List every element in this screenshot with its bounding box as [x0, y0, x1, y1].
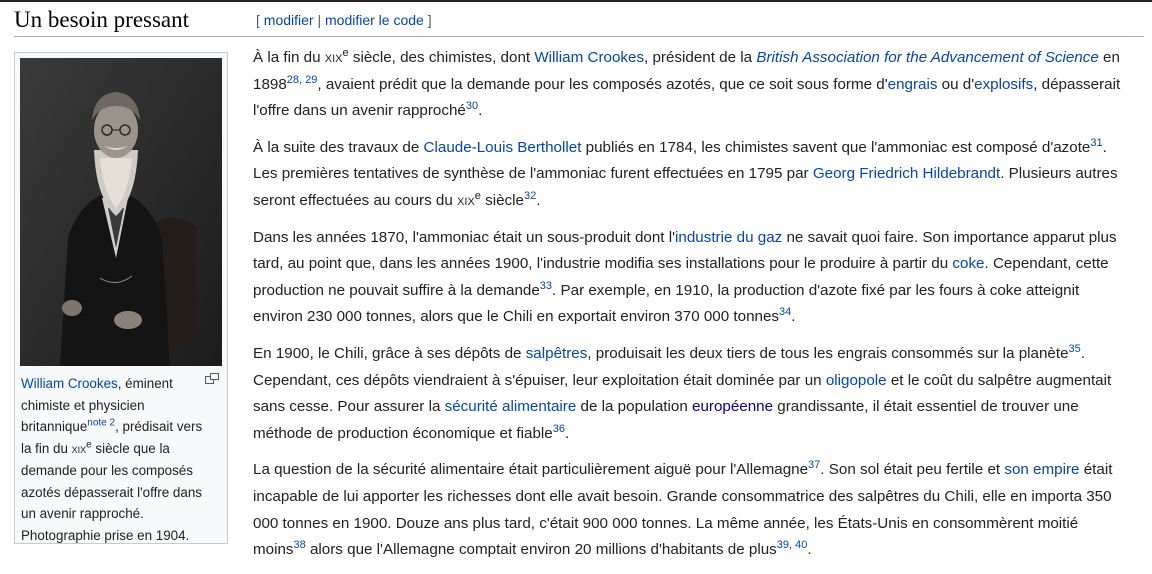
text: . Les premières tentatives de synthèse de l'ammoniac furent effectuées en 1795 par [253, 138, 1107, 183]
ref-28-29[interactable]: 28, 29 [286, 73, 318, 86]
text: et le coût du salpêtre augmentait sans cesse. Pour assurer la [253, 371, 1112, 416]
text: Dans les années 1870, l'ammoniac était un sous-produit dont l' [253, 228, 676, 246]
century-sup: e [342, 46, 349, 59]
caption-text-2: , prédisait vers la fin du [21, 419, 203, 457]
ref-30[interactable]: 30 [465, 100, 479, 113]
text: était incapable de lui apporter les richesses dont elle avait besoin. Grande consommatrice des salpêtres du Chili, elle en importa 350 000 tonnes en 1900. Douze ans plus tard, c'était 900 000 tonnes. La même année, les États-Unis en consommèrent moitié moins [253, 461, 1113, 559]
edit-separator: | [317, 12, 322, 28]
ref-39-40[interactable]: 39, 40 [776, 539, 808, 552]
text: . [478, 102, 483, 120]
text: en 1898 [253, 49, 1120, 93]
link-industrie-du-gaz[interactable]: industrie du gaz [675, 228, 783, 246]
edit-link[interactable]: modifier [263, 12, 314, 28]
text: . [807, 541, 812, 559]
link-explosifs[interactable]: explosifs [974, 75, 1034, 93]
text: La question de la sécurité alimentaire était particulièrement aiguë pour l'Allemagne [253, 461, 809, 479]
text: En 1900, le Chili, grâce à ses dépôts de [253, 344, 526, 362]
text: À la suite des travaux de [253, 138, 424, 156]
link-engrais[interactable]: engrais [887, 75, 938, 93]
link-coke[interactable]: coke [952, 255, 985, 273]
text: . [791, 308, 796, 326]
ref-38[interactable]: 38 [293, 539, 306, 552]
paragraph-5 [253, 457, 1133, 563]
paragraph-3 [253, 225, 1133, 331]
text: siècle, des chimistes, dont [348, 49, 535, 66]
text: . Cependant, cette production ne pouvait suffire à la demande [253, 255, 1109, 299]
text: . [565, 424, 570, 442]
top-border [0, 0, 1152, 2]
note-2-ref[interactable]: note 2 [87, 417, 116, 429]
ref-31[interactable]: 31 [1090, 136, 1103, 149]
link-berthollet[interactable]: Claude-Louis Berthollet [423, 138, 582, 156]
figure-caption [21, 373, 211, 547]
link-hildebrandt[interactable]: Georg Friedrich Hildebrandt [812, 165, 1001, 183]
crookes-photo[interactable] [20, 58, 222, 366]
century-text: xix [457, 191, 475, 209]
text: de la population [576, 398, 692, 416]
text: . Son sol était peu fertile et [820, 461, 1005, 479]
link-europeenne[interactable]: européenne [692, 398, 774, 416]
paragraph-4 [253, 341, 1133, 447]
text: publiés en 1784, les chimistes savent que l'ammoniac est composé d'azote [581, 138, 1091, 156]
caption-century-sup: e [86, 439, 92, 451]
section-heading [14, 6, 1144, 37]
link-son-empire[interactable]: son empire [1004, 461, 1080, 479]
century-sup: e [474, 189, 481, 202]
text: alors que l'Allemagne comptait environ 20 millions d'habitants de plus [305, 541, 777, 559]
ref-36[interactable]: 36 [552, 422, 565, 435]
link-securite-alimentaire[interactable]: sécurité alimentaire [444, 398, 577, 416]
text: . Cependant, ces dépôts viendraient à s'épuiser, leur exploitation était dominée par un [253, 344, 1086, 389]
caption-text-3: siècle que la demande pour les composés azotés dépasserait l'offre dans un avenir rapproché. Photographie prise en 1904. [21, 441, 202, 543]
text: grandissante, il était essentiel de trouver une méthode de production économique et fiable [253, 398, 1079, 442]
ref-32[interactable]: 32 [523, 189, 537, 202]
portrait-image [20, 58, 222, 366]
link-oligopole[interactable]: oligopole [825, 371, 887, 389]
caption-crookes-link[interactable]: William Crookes [21, 376, 118, 391]
bracket-close: ] [427, 12, 432, 28]
text: , dépasserait l'offre dans un avenir rapproché [253, 75, 1121, 120]
century-text: xix [324, 49, 343, 66]
text: , président de la [644, 49, 757, 66]
text: . [536, 191, 541, 209]
paragraph-1 [253, 45, 1133, 125]
ref-35[interactable]: 35 [1068, 342, 1081, 355]
edit-section-links [256, 12, 432, 28]
link-british-association[interactable]: British Association for the Advancement of Science [756, 49, 1099, 66]
article-body [253, 45, 1133, 574]
link-salpetres[interactable]: salpêtres [525, 344, 588, 362]
ref-37[interactable]: 37 [808, 459, 821, 472]
text: , produisait les deux tiers de tous les engrais consommés sur la planète [587, 344, 1069, 362]
link-william-crookes[interactable]: William Crookes [534, 49, 645, 66]
edit-code-link[interactable]: modifier le code [325, 12, 424, 28]
caption-century: xix [71, 441, 87, 457]
text: ne savait quoi faire. Son importance apparut plus tard, au point que, dans les années 1900, l'industrie modifia ses installations pour le produire à partir du [253, 228, 1117, 273]
ref-33[interactable]: 33 [539, 279, 553, 292]
text: À la fin du [253, 49, 325, 66]
text: ou d' [937, 75, 975, 93]
ref-34[interactable]: 34 [779, 306, 792, 319]
text: siècle [480, 191, 524, 209]
bracket-open: [ [256, 12, 260, 28]
text: , avaient prédit que la demande pour les composés azotés, que ce soit sous forme d' [317, 75, 888, 93]
section-title: Un besoin pressant [14, 7, 190, 32]
text: . Plusieurs autres seront effectuées au cours du [253, 165, 1118, 209]
caption-text-1: , éminent chimiste et physicien britannique [21, 376, 173, 435]
paragraph-2 [253, 135, 1133, 215]
text: . Par exemple, en 1910, la production d'azote fixé par les fours à coke atteignit environ 230 000 tonnes, alors que le Chili en exportait environ 370 000 tonnes [253, 281, 1080, 326]
thumbnail-figure [14, 52, 228, 544]
